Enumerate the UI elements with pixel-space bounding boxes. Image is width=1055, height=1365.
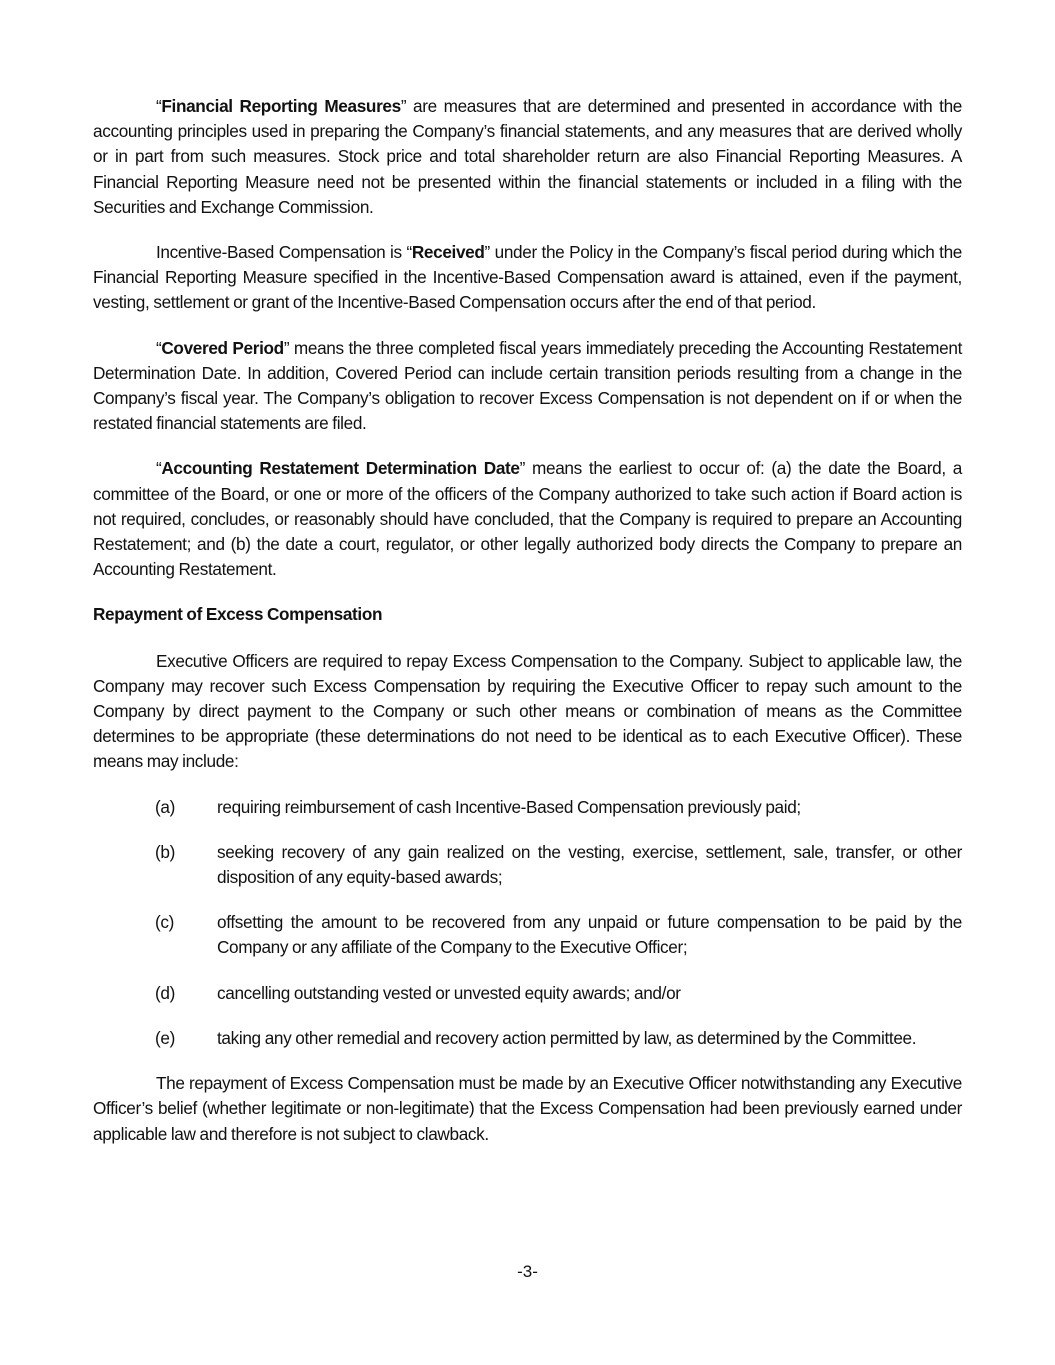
section-heading: Repayment of Excess Compensation [93, 604, 383, 625]
list-item-text: taking any other remedial and recovery action permitted by law, as determined by the Committee. [217, 1027, 917, 1048]
defined-term: Financial Reporting Measures [161, 96, 401, 116]
list-item-label: (a) [155, 796, 175, 817]
list-item [93, 910, 962, 960]
list-item [93, 981, 962, 1006]
definition-text: means the three completed fiscal years immediately preceding the Accounting Restatement Determination Date. In addition, Covered Period can include certain transition periods resulting from a change in the Company’s fiscal year. The Company’s obligation to recover Excess Compensation is not dependent on if or when the restated financial statements are filed. [93, 337, 962, 434]
closing-paragraph: The repayment of Excess Compensation must be made by an Executive Officer notwithstanding any Executive Officer’s belief (whether legitimate or non-legitimate) that the Excess Compensation had been previously earned under applicable law and therefore is not subject to clawback. [93, 1073, 962, 1144]
defined-term: Received [411, 242, 485, 263]
list-item-label: (e) [155, 1027, 175, 1048]
list-item-text: seeking recovery of any gain realized on the vesting, exercise, settlement, sale, transfer, or other disposition of any equity-based awards; [217, 841, 962, 888]
definition-financial-reporting-measures: “Financial Reporting Measures” are measures that are determined and presented in accordance with the accounting principles used in preparing the Company’s financial statements, and any measures that are derived wholly or in part from such measures. Stock price and total shareholder return are also Financial Reporting Measures. A Financial Reporting Measure need not be presented within the financial statements or included in a filing with the Securities and Exchange Commission. [93, 96, 963, 217]
definition-text: are measures that are determined and presented in accordance with the accounting principles used in preparing the Company’s financial statements, and any measures that are derived wholly or in part from such measures. Stock price and total shareholder return are also Financial Reporting Measures. A Financial Reporting Measure need not be presented within the financial statements or included in a filing with the Securities and Exchange Commission. [93, 96, 963, 217]
repayment-intro-paragraph: Executive Officers are required to repay Excess Compensation to the Company. Subject to applicable law, the Company may recover such Excess Compensation by requiring the Executive Officer to repay such amount to the Company by direct payment to the Company or such other means or combination of means as the Committee determines to be appropriate (these determinations do not need to be identical as to each Executive Officer). These means may include: [93, 650, 962, 772]
definition-accounting-restatement-determination-date: “Accounting Restatement Determination Date” means the earliest to occur of: (a) the date the Board, a committee of the Board, or one or more of the officers of the Company authorized to take such action if Board action is not required, concludes, or reasonably should have concluded, that the Company is required to prepare an Accounting Restatement; and (b) the date a court, regulator, or other legally authorized body directs the Company to prepare an Accounting Restatement. [93, 458, 962, 580]
list-item-label: (c) [155, 912, 174, 933]
definition-text: ” under the Policy in the Company’s fiscal period during which the Financial Reporting Measure specified in the Incentive-Based Compensation award is attained, even if the payment, vesting, settlement or grant of the Incentive-Based Compensation occurs after the end of that period. [93, 242, 962, 313]
list-item-text: offsetting the amount to be recovered from any unpaid or future compensation to be paid by the Company or any affiliate of the Company to the Executive Officer; [217, 912, 962, 958]
document-page [93, 94, 962, 1167]
list-item-label: (d) [155, 982, 175, 1003]
list-item-text: cancelling outstanding vested or unvested equity awards; and/or [217, 982, 681, 1003]
list-item-text: requiring reimbursement of cash Incentive-Based Compensation previously paid; [217, 796, 801, 817]
definition-covered-period: “Covered Period” means the three completed fiscal years immediately preceding the Accounting Restatement Determination Date. In addition, Covered Period can include certain transition periods resulting from a change in the Company’s fiscal year. The Company’s obligation to recover Excess Compensation is not dependent on if or when the restated financial statements are filed. [93, 337, 962, 434]
page-number: -3- [517, 1262, 538, 1281]
means-list [93, 795, 962, 1051]
list-item-label: (b) [155, 841, 175, 862]
definition-text: means the earliest to occur of: (a) the date the Board, a committee of the Board, or one or more of the officers of the Company authorized to take such action if Board action is not required, concludes, or reasonably should have concluded, that the Company is required to prepare an Accounting Restatement; and (b) the date a court, regulator, or other legally authorized body directs the Company to prepare an Accounting Restatement. [93, 458, 962, 580]
defined-term: Covered Period [161, 337, 284, 358]
list-item [93, 840, 962, 890]
defined-term: Accounting Restatement Determination Date [161, 458, 520, 479]
list-item [93, 1026, 962, 1051]
definition-received: Incentive-Based Compensation is “Received” under the Policy in the Company’s fiscal period during which the Financial Reporting Measure specified in the Incentive-Based Compensation award is attained, even if the payment, vesting, settlement or grant of the Incentive-Based Compensation occurs after the end of that period. [93, 242, 962, 313]
list-item [93, 795, 962, 820]
